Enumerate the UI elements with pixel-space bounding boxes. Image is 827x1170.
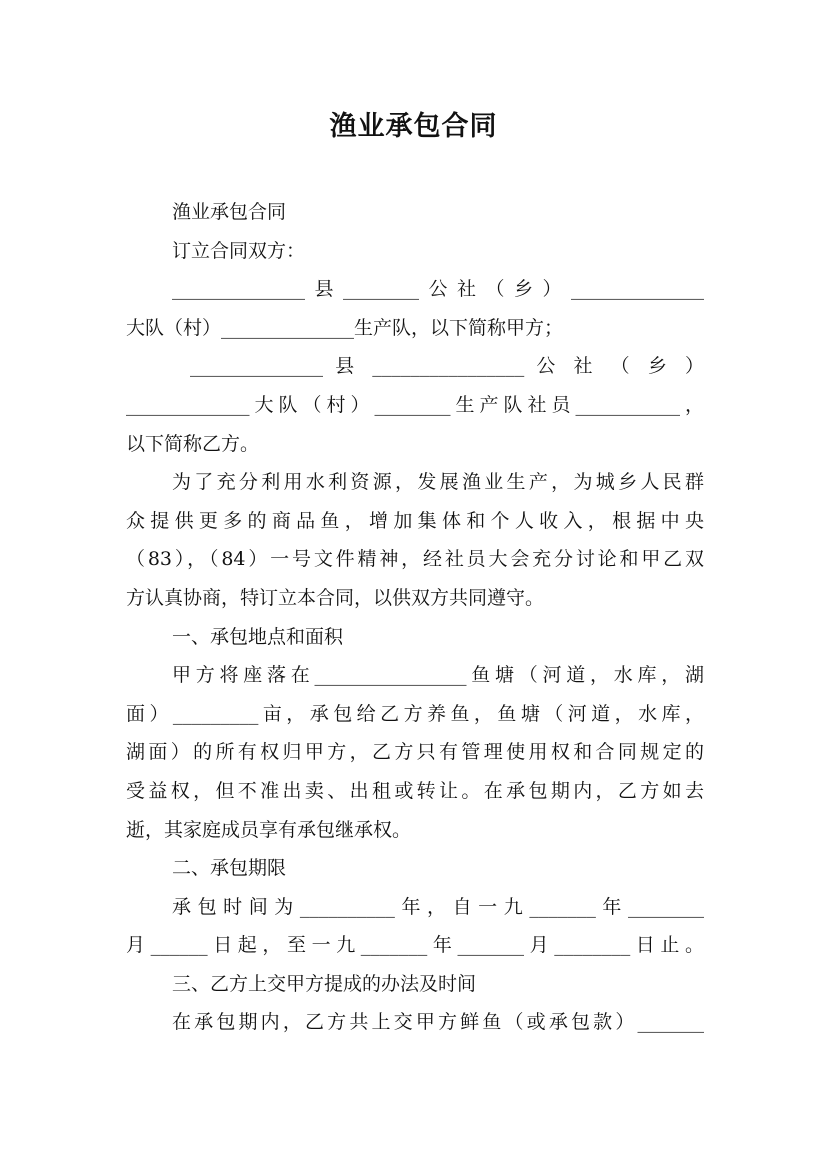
text-line-1: 渔业承包合同 — [172, 201, 287, 223]
text-line-8: 为了充分利用水利资源，发展渔业生产，为城乡人民群 — [172, 471, 704, 494]
text-line-22: 在承包期内，乙方共上交甲方鲜鱼（或承包款）_______ — [172, 1011, 704, 1034]
text-line-14: 面）_________亩，承包给乙方养鱼，鱼塘（河道，水库， — [126, 702, 704, 725]
text-line-11: 方认真协商，特订立本合同，以供双方共同遵守。 — [126, 586, 545, 609]
document-title: 渔业承包合同 — [329, 111, 498, 142]
text-line-7: 以下简称乙方。 — [126, 432, 260, 455]
text-line-2: 订立合同双方： — [172, 239, 306, 262]
text-line-6: _____________大队（村）________生产队社员___________， — [126, 393, 704, 416]
text-line-17: 逝，其家庭成员享有承包继承权。 — [126, 818, 412, 841]
document-body — [126, 193, 704, 1042]
section-heading-1: 一、承包地点和面积 — [172, 625, 344, 648]
text-line-16: 受益权，但不准出卖、出租或转让。在承包期内，乙方如去 — [126, 779, 704, 802]
text-line-10: （83），（84）一号文件精神，经社员大会充分讨论和甲乙双 — [126, 548, 704, 571]
text-line-15: 湖面）的所有权归甲方，乙方只有管理使用权和合同规定的 — [126, 741, 704, 764]
text-line-4: 大队（村）______________生产队，以下简称甲方； — [126, 316, 564, 339]
text-line-13: 甲方将座落在________________鱼塘（河道，水库，湖 — [172, 664, 704, 687]
section-heading-3: 三、乙方上交甲方提成的办法及时间 — [172, 972, 477, 995]
text-line-5: ______________ 县 ________________ 公 社 （ 乡 ） — [190, 355, 704, 378]
text-line-19: 承包时间为__________年，自一九_______年________ — [172, 895, 704, 918]
text-line-9: 众提供更多的商品鱼，增加集体和个人收入，根据中央 — [126, 509, 704, 532]
section-heading-2: 二、承包期限 — [172, 857, 287, 880]
text-line-20: 月______日起，至一九_______年_______月________日止。 — [126, 934, 704, 957]
text-line-3: ______________县________公社（乡）______________ — [172, 278, 704, 301]
